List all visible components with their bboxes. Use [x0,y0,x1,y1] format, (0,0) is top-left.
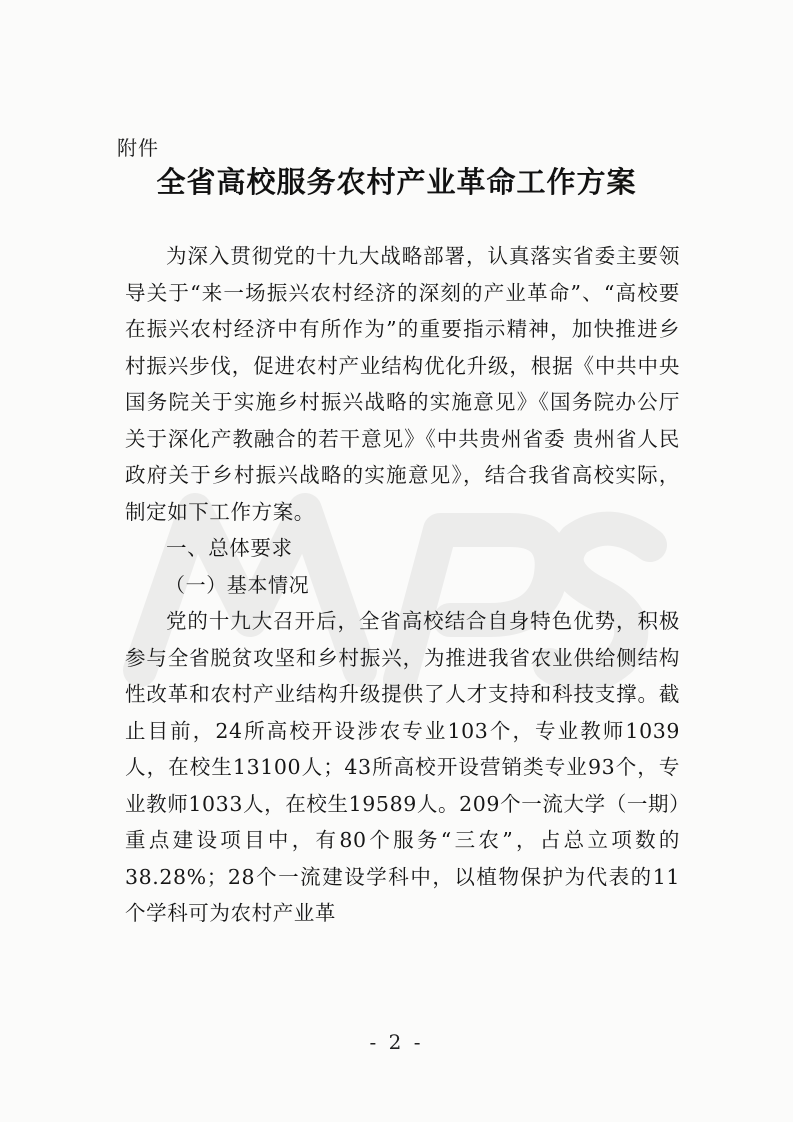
body-paragraph: 党的十九大召开后，全省高校结合自身特色优势，积极参与全省脱贫攻坚和乡村振兴，为推进我省农业供给侧结构性改革和农村产业结构升级提供了人才支持和科技支撑。截止目前，24所高校开设涉农专业103个，专业教师1039人，在校生13100人；43所高校开设营销类专业93个，专业教师1033人，在校生19589人。209个一流大学（一期）重点建设项目中，有80个服务“三农”，占总立项数的38.28%；28个一流建设学科中，以植物保护为代表的11个学科可为农村产业革 [125,609,680,925]
intro-paragraph: 为深入贯彻党的十九大战略部署，认真落实省委主要领导关于“来一场振兴农村经济的深刻的产业革命”、“高校要在振兴农村经济中有所作为”的重要指示精神，加快推进乡村振兴步伐，促进农村产业结构优化升级，根据《中共中央 国务院关于实施乡村振兴战略的实施意见》《国务院办公厅关于深化产教融合的若干意见》《中共贵州省委 贵州省人民政府关于乡村振兴战略的实施意见》，结合我省高校实际，制定如下工作方案。 [125,244,680,524]
subsection-heading: （一）基本情况 [165,572,310,597]
page-number: - 2 - [369,1030,424,1054]
attachment-label: 附件 [117,136,159,160]
document-title: 全省高校服务农村产业革命工作方案 [156,165,637,199]
document-body [125,238,680,932]
section-heading: 一、总体要求 [166,536,293,560]
